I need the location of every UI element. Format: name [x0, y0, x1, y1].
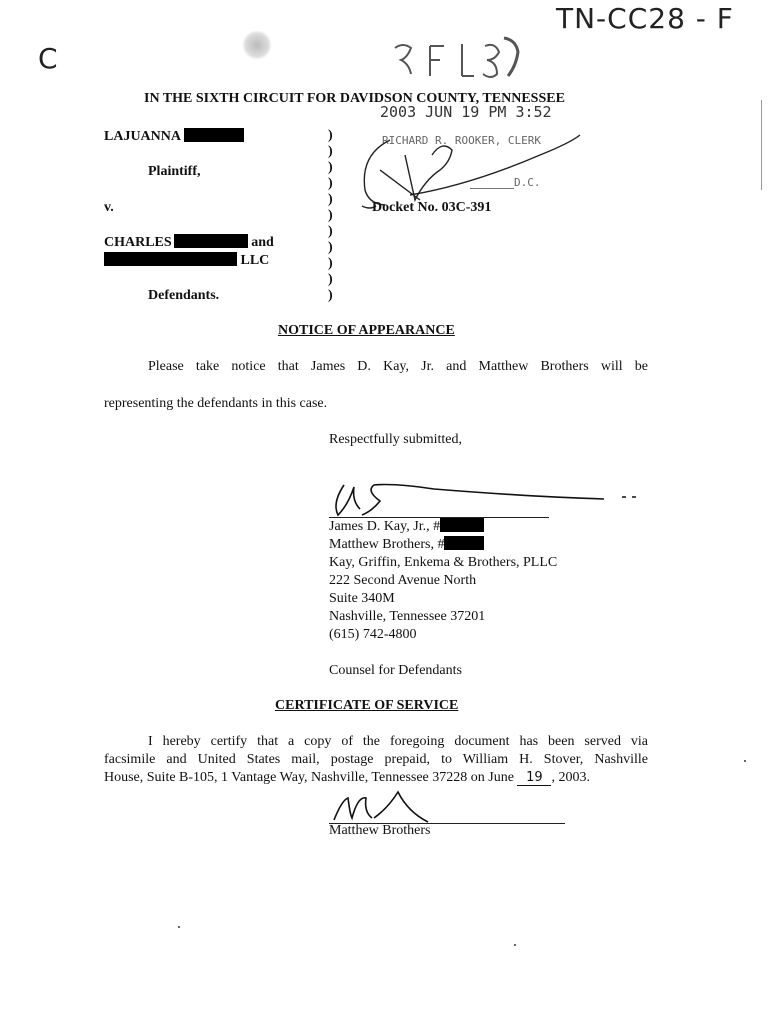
handwritten-document-code: TN-CC28 - F	[556, 2, 734, 35]
certificate-line3	[104, 770, 590, 786]
redaction-bar	[444, 536, 484, 550]
redaction-bar	[184, 128, 244, 142]
firm-name: Kay, Griffin, Enkema & Brothers, PLLC	[329, 555, 558, 570]
plaintiff-name-row	[104, 128, 244, 145]
caption-paren-column	[328, 128, 333, 304]
plaintiff-label: Plaintiff,	[148, 164, 201, 179]
attorney1-row	[329, 518, 557, 536]
redaction-bar	[174, 234, 248, 248]
scan-speck	[178, 926, 180, 928]
paren: )	[328, 272, 333, 287]
certificate-line1: I hereby certify that a copy of the foregoing document has been served via	[148, 734, 648, 749]
scan-speck	[744, 760, 746, 762]
firm-suite: Suite 340M	[329, 591, 395, 606]
paren: )	[328, 224, 333, 239]
notice-body-line1: Please take notice that James D. Kay, Jr. and Matthew Brothers will be	[148, 359, 648, 374]
scan-edge-line	[761, 100, 762, 190]
certificate-heading: CERTIFICATE OF SERVICE	[275, 698, 459, 713]
seal-smudge-icon	[242, 30, 272, 60]
counsel-role: Counsel for Defendants	[329, 663, 462, 678]
defendants-label: Defendants.	[148, 288, 220, 303]
docket-number: Docket No. 03C-391	[372, 200, 492, 215]
defendant-name-row	[104, 234, 274, 251]
paren: )	[328, 128, 333, 143]
paren: )	[328, 144, 333, 159]
stamp-clerk-line: RICHARD R. ROOKER, CLERK	[382, 134, 541, 147]
defendant-llc-row	[104, 252, 269, 269]
paren: )	[328, 208, 333, 223]
firm-phone: (615) 742-4800	[329, 627, 417, 642]
redaction-bar	[104, 252, 237, 266]
notice-heading: NOTICE OF APPEARANCE	[278, 323, 455, 338]
paren: )	[328, 288, 333, 303]
firm-city: Nashville, Tennessee 37201	[329, 609, 486, 624]
attorney2-row	[329, 536, 557, 554]
paren: )	[328, 240, 333, 255]
firm-street: 222 Second Avenue North	[329, 573, 477, 588]
attorney2-name: Matthew Brothers, #	[329, 537, 445, 552]
versus-label: v.	[104, 200, 114, 215]
notice-body-line2: representing the defendants in this case.	[104, 396, 328, 411]
redaction-bar	[440, 518, 484, 532]
paren: )	[328, 160, 333, 175]
handwritten-letter-mark: C	[38, 42, 58, 75]
certificate-day-field: 19	[517, 770, 551, 786]
court-title: IN THE SIXTH CIRCUIT FOR DAVIDSON COUNTY, TENNESSEE	[144, 91, 565, 106]
certificate-line2: facsimile and United States mail, postage prepaid, to William H. Stover, Nashville	[104, 752, 648, 767]
defendant-name: CHARLES	[104, 235, 172, 250]
defendant-llc: LLC	[240, 253, 270, 268]
attorney-signature-icon	[326, 475, 646, 523]
attorney1-name: James D. Kay, Jr., #	[329, 519, 441, 534]
stamp-dc-line: D.C.	[514, 176, 541, 189]
certificate-line3-year: , 2003.	[551, 770, 590, 785]
signature-block	[329, 518, 557, 644]
closing-text: Respectfully submitted,	[329, 432, 462, 447]
paren: )	[328, 256, 333, 271]
certificate-signer: Matthew Brothers	[329, 823, 431, 838]
certificate-signature-icon	[328, 790, 568, 826]
plaintiff-name: LAJUANNA	[104, 129, 181, 144]
stamp-date-line: 2003 JUN 19 PM 3:52	[380, 103, 552, 121]
filed-stamp-icon	[380, 28, 530, 88]
paren: )	[328, 176, 333, 191]
certificate-line3-text: House, Suite B-105, 1 Vantage Way, Nashville, Tennessee 37228 on June	[104, 770, 514, 785]
scan-speck	[514, 944, 516, 946]
paren: )	[328, 192, 333, 207]
defendant-and: and	[251, 235, 274, 250]
